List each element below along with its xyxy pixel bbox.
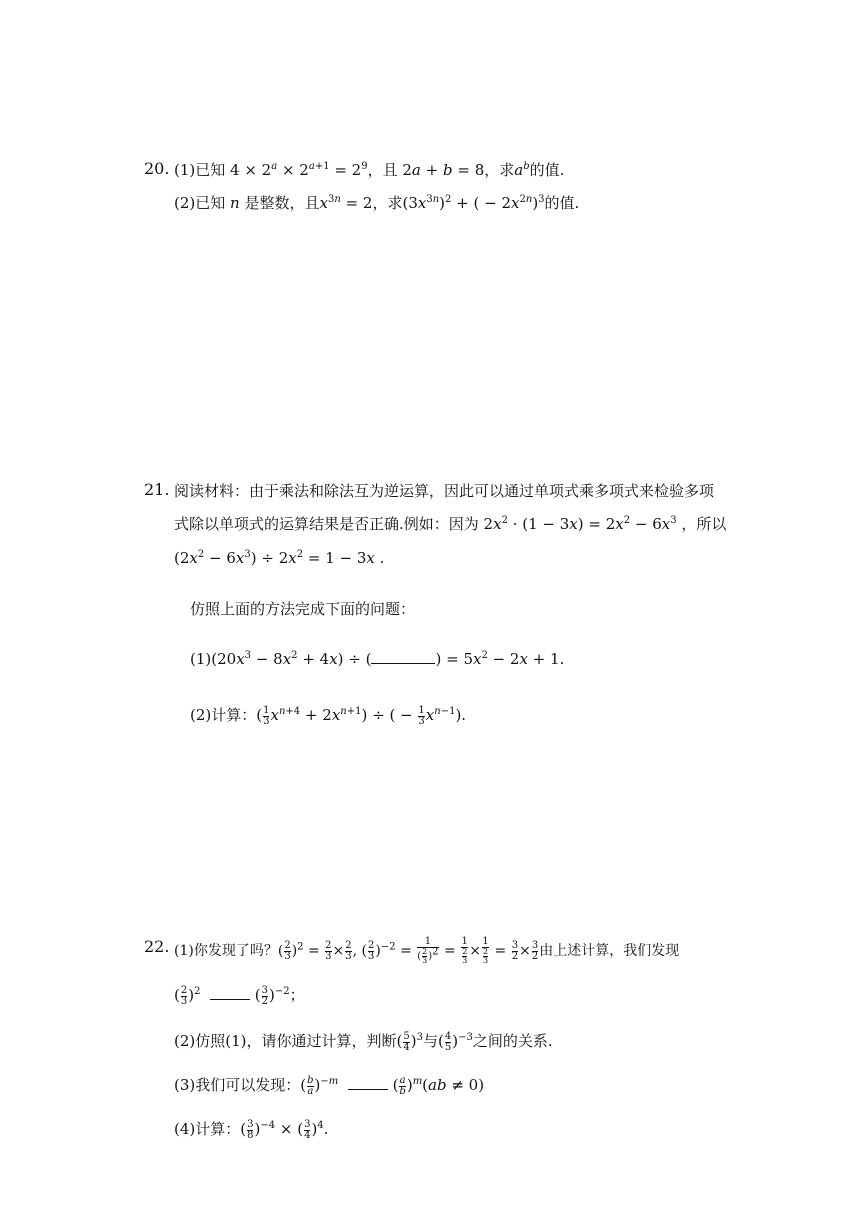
q22-part2: (2)仿照(1)，请你通过计算，判断( $\frac{5}{4}$ )$^3$与( $\frac{4}{5}$ )$^{-3}$之间的关系. (174, 1030, 553, 1053)
q22-part1: (1)你发现了吗？( $\frac{2}{3}$ )$^2$ = $\frac{2}{3}$ × $\frac{2}{3}$ , ( $\frac{2}{3}$ )$^{-2}$ = 1 ( $\frac{2}{3}$ )$^2$ = $\frac{1}{\frac{2}{3}}$ × $\frac{1}{\frac{2}{3}}$ = $\frac{3}{2}$ × $\frac{3}{2}$ 由上述计算，我们发现 (174, 936, 680, 965)
q20-part2: (2)已知 n 是整数，且$x^{3n} = 2$，求$(3x^{3n})^2$ + ( − $2x^{2n})^3$的值. (174, 194, 580, 212)
q21-line2-text: 式除以单项式的运算结果是否正确.例如：因为 (174, 515, 479, 533)
answer-blank[interactable] (210, 987, 250, 1000)
q21-instruction: 仿照上面的方法完成下面的问题： (190, 600, 416, 618)
q22-part3-label: (3)我们可以发现： (174, 1076, 301, 1094)
answer-blank[interactable] (371, 651, 435, 664)
q22-part4-label: (4)计算： (174, 1120, 241, 1138)
q20-part1-text2: ，求 (484, 161, 515, 179)
q22-part2-label: (2)仿照(1)，请你通过计算，判断 (174, 1032, 397, 1050)
q20-part1-label: (1)已知 (174, 161, 226, 179)
q21-line1: 阅读材料：由于乘法和除法互为逆运算，因此可以通过单项式乘多项式来检验多项 (174, 482, 715, 500)
q20-part2-text2: ，求 (372, 194, 403, 212)
q22-part1-label: (1)你发现了吗？ (174, 943, 278, 959)
q22-part1-tail: 由上述计算，我们发现 (539, 943, 680, 959)
q21-line2-text2: ，所以 (681, 515, 727, 533)
q20-part1: (1)已知 $4 \times 2^a \times 2^{a+1} = 2^9$，且 2a + b = 8，求$a^b$的值. (174, 161, 565, 179)
q21-line2: 式除以单项式的运算结果是否正确.例如：因为 $2x^2 \cdot (1 - 3x) = 2x^2 - 6x^3$ ，所以 (174, 515, 727, 533)
q22-part2-mid: 与 (422, 1032, 438, 1050)
q21-line3: $(2x^2 - 6x^3) \div 2x^2 = 1 - 3x$ . (174, 549, 385, 567)
answer-blank[interactable] (348, 1077, 388, 1090)
q20-part2-label: (2)已知 (174, 194, 226, 212)
q21-part1: $(1)(20x^3 - 8x^2 + 4x)$ ÷ ( ) = $5x^2 - 2x + 1$. (190, 650, 565, 668)
q22-part1-line2: ( $\frac{2}{3}$ )$^2$ ( $\frac{3}{2}$ )$^{-2}$； (174, 984, 305, 1007)
q21-part1-label: (1) (190, 650, 212, 668)
q20-part2-text3: 的值. (544, 194, 580, 212)
q22-part3: (3)我们可以发现：( $\frac{b}{a}$ )$^{-m}$ ( $\frac{a}{b}$ )$^m$(ab ≠ 0) (174, 1074, 485, 1097)
q21-part2: (2)计算：( $\frac{1}{3}$ $x^{n+4} + 2x^{n+1}$) ÷ ( − $\frac{1}{3}$ $x^{n-1}$). (190, 704, 467, 727)
question-number-20: 20. (144, 159, 170, 178)
q22-part2-tail: 之间的关系. (472, 1032, 553, 1050)
q21-part2-label: (2)计算： (190, 706, 257, 724)
q20-part2-text1: 是整数，且 (244, 194, 320, 212)
question-number-21: 21. (144, 480, 170, 499)
q22-part4: (4)计算：( $\frac{3}{8}$ )$^{-4}$ × ( $\frac{3}{4}$ )$^4$. (174, 1118, 329, 1141)
q20-part1-text1: ，且 (367, 161, 398, 179)
question-number-22: 22. (144, 937, 170, 956)
q20-part1-text3: 的值. (529, 161, 565, 179)
